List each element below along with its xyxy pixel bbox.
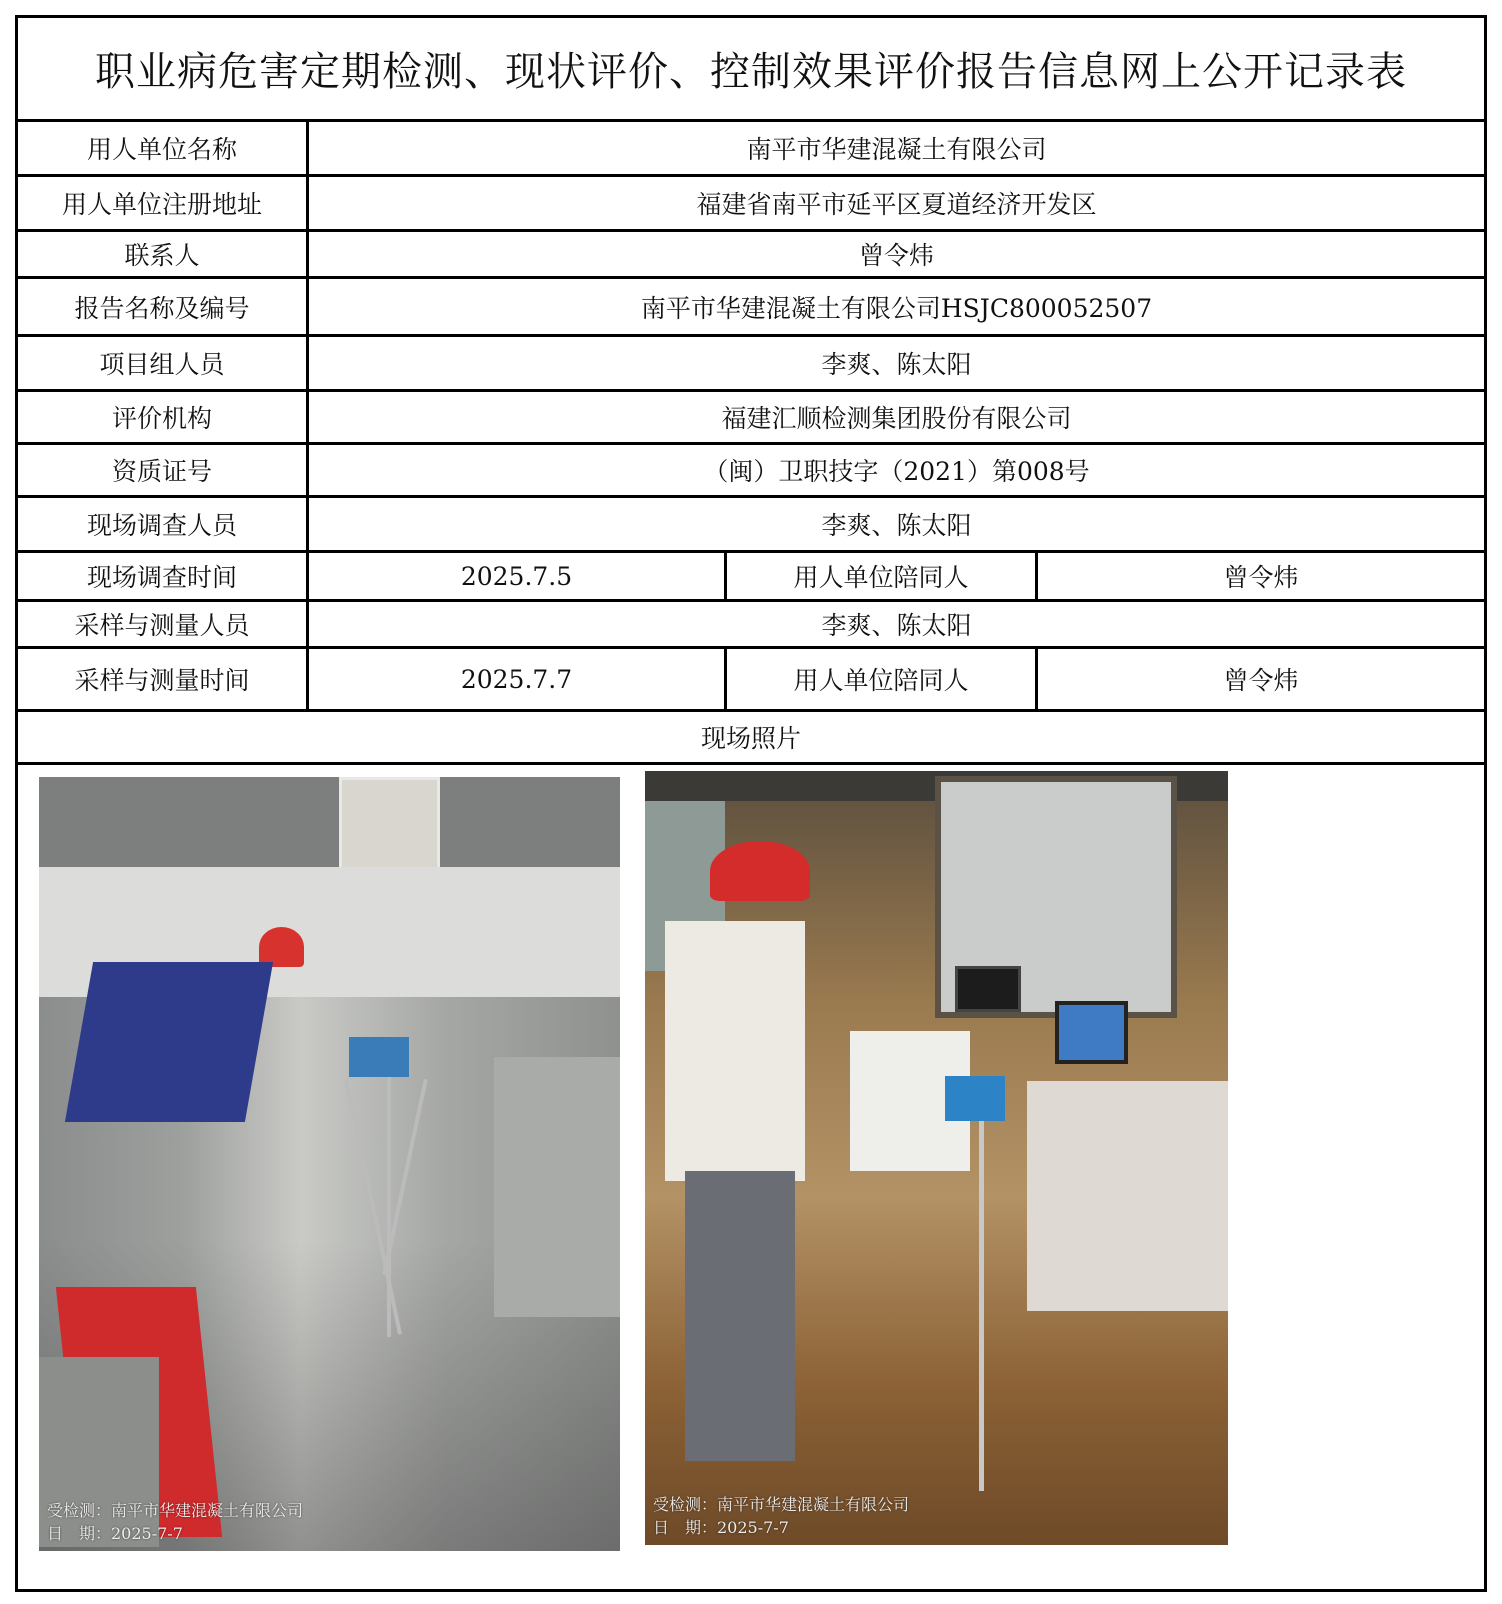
value-survey-time: 2025.7.5 bbox=[309, 553, 727, 599]
row-sampling-staff bbox=[18, 602, 1484, 649]
row-survey-staff bbox=[18, 498, 1484, 553]
value-sampling-time: 2025.7.7 bbox=[309, 649, 727, 709]
value-project-team: 李爽、陈太阳 bbox=[821, 350, 972, 379]
photos-header: 现场照片 bbox=[700, 724, 801, 753]
photos-section bbox=[18, 765, 1484, 1589]
label-survey-staff: 现场调查人员 bbox=[18, 498, 309, 550]
label-survey-time: 现场调查时间 bbox=[18, 553, 309, 599]
value-qualification: （闽）卫职技字（2021）第008号 bbox=[703, 457, 1090, 486]
row-sampling-time bbox=[18, 649, 1484, 712]
value-survey-companion: 曾令炜 bbox=[1223, 563, 1299, 592]
row-employer-address bbox=[18, 177, 1484, 232]
page-title: 职业病危害定期检测、现状评价、控制效果评价报告信息网上公开记录表 bbox=[18, 18, 1484, 122]
value-employer-name: 南平市华建混凝土有限公司 bbox=[746, 135, 1047, 164]
label-employer-address: 用人单位注册地址 bbox=[18, 177, 309, 229]
label-sampling-time: 采样与测量时间 bbox=[18, 649, 309, 709]
value-employer-address: 福建省南平市延平区夏道经济开发区 bbox=[696, 190, 1097, 219]
value-report-name: 南平市华建混凝土有限公司HSJC800052507 bbox=[640, 293, 1153, 323]
label-sampling-companion: 用人单位陪同人 bbox=[727, 649, 1038, 709]
row-qualification bbox=[18, 445, 1484, 498]
value-evaluation-agency: 福建汇顺检测集团股份有限公司 bbox=[721, 404, 1072, 433]
row-employer-name bbox=[18, 122, 1484, 177]
value-contact: 曾令炜 bbox=[858, 241, 934, 270]
row-survey-time bbox=[18, 553, 1484, 602]
label-sampling-staff: 采样与测量人员 bbox=[18, 602, 309, 646]
photo-1-caption-date: 日 期：2025-7-7 bbox=[47, 1524, 183, 1543]
photo-2-caption-date: 日 期：2025-7-7 bbox=[653, 1518, 789, 1537]
row-contact bbox=[18, 232, 1484, 279]
row-photos-header bbox=[18, 712, 1484, 765]
row-report-name bbox=[18, 279, 1484, 337]
label-qualification: 资质证号 bbox=[18, 445, 309, 495]
record-sheet bbox=[15, 15, 1487, 1592]
row-evaluation-agency bbox=[18, 392, 1484, 445]
value-sampling-companion: 曾令炜 bbox=[1223, 666, 1299, 695]
label-employer-name: 用人单位名称 bbox=[18, 122, 309, 174]
photo-2-caption bbox=[653, 1493, 909, 1539]
row-project-team bbox=[18, 337, 1484, 392]
photo-1-caption bbox=[47, 1499, 303, 1545]
value-survey-staff: 李爽、陈太阳 bbox=[821, 511, 972, 540]
label-evaluation-agency: 评价机构 bbox=[18, 392, 309, 442]
label-report-name: 报告名称及编号 bbox=[18, 279, 309, 334]
site-photo-1 bbox=[39, 777, 620, 1551]
site-photo-2 bbox=[645, 771, 1228, 1545]
label-contact: 联系人 bbox=[18, 232, 309, 276]
label-project-team: 项目组人员 bbox=[18, 337, 309, 389]
photo-2-caption-subject: 受检测：南平市华建混凝土有限公司 bbox=[653, 1495, 910, 1514]
label-survey-companion: 用人单位陪同人 bbox=[727, 553, 1038, 599]
value-sampling-staff: 李爽、陈太阳 bbox=[821, 611, 972, 640]
photo-1-caption-subject: 受检测：南平市华建混凝土有限公司 bbox=[47, 1501, 304, 1520]
